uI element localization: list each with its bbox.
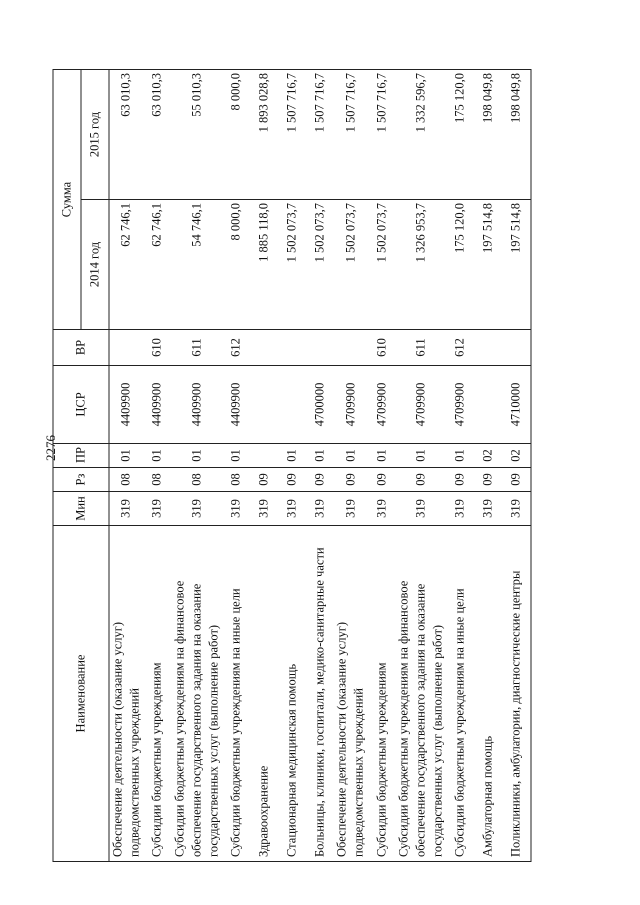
cell-rz: 09 bbox=[250, 468, 278, 492]
cell-min: 319 bbox=[502, 492, 531, 526]
cell-2015: 1 507 716,7 bbox=[368, 70, 396, 200]
cell-2014: 1 502 073,7 bbox=[306, 200, 334, 330]
table-row bbox=[143, 70, 171, 862]
table-body bbox=[109, 70, 531, 862]
cell-csr: 4409900 bbox=[109, 366, 143, 444]
cell-name: Обеспечение деятельности (оказание услуг) подведомственных учреждений bbox=[109, 526, 143, 862]
cell-rz: 09 bbox=[368, 468, 396, 492]
cell-min: 319 bbox=[474, 492, 502, 526]
cell-name: Субсидии бюджетным учреждениям на финансовое обеспечение государственного задания на оказание государственных услуг (выполнение работ) bbox=[171, 526, 222, 862]
cell-name: Субсидии бюджетным учреждениям на иные цели bbox=[222, 526, 250, 862]
cell-vr: 611 bbox=[171, 330, 222, 366]
budget-table bbox=[53, 69, 532, 862]
cell-csr: 4700000 bbox=[306, 366, 334, 444]
header-2014: 2014 год bbox=[81, 200, 109, 330]
cell-vr bbox=[306, 330, 334, 366]
page-number: 2276 bbox=[43, 435, 58, 461]
cell-vr: 612 bbox=[222, 330, 250, 366]
cell-2014: 175 120,0 bbox=[446, 200, 474, 330]
cell-2015: 1 893 028,8 bbox=[250, 70, 278, 200]
cell-min: 319 bbox=[446, 492, 474, 526]
cell-csr: 4709900 bbox=[446, 366, 474, 444]
cell-pr: 02 bbox=[502, 444, 531, 468]
cell-name: Здравоохранение bbox=[250, 526, 278, 862]
cell-csr: 4709900 bbox=[396, 366, 447, 444]
cell-rz: 09 bbox=[306, 468, 334, 492]
cell-pr: 01 bbox=[306, 444, 334, 468]
cell-pr bbox=[250, 444, 278, 468]
cell-csr: 4409900 bbox=[222, 366, 250, 444]
cell-name: Стационарная медицинская помощь bbox=[278, 526, 306, 862]
cell-name: Обеспечение деятельности (оказание услуг) подведомственных учреждений bbox=[334, 526, 368, 862]
header-pr: ПР bbox=[53, 444, 109, 468]
cell-rz: 09 bbox=[446, 468, 474, 492]
cell-pr: 01 bbox=[222, 444, 250, 468]
header-rz: Рз bbox=[53, 468, 109, 492]
cell-vr bbox=[334, 330, 368, 366]
table-row bbox=[474, 70, 502, 862]
cell-min: 319 bbox=[368, 492, 396, 526]
table-header bbox=[53, 70, 109, 862]
cell-2014: 1 502 073,7 bbox=[278, 200, 306, 330]
cell-2014: 197 514,8 bbox=[474, 200, 502, 330]
header-sum: Сумма bbox=[53, 70, 81, 330]
cell-2015: 63 010,3 bbox=[109, 70, 143, 200]
cell-rz: 08 bbox=[171, 468, 222, 492]
cell-min: 319 bbox=[334, 492, 368, 526]
cell-vr: 610 bbox=[143, 330, 171, 366]
cell-csr: 4709900 bbox=[334, 366, 368, 444]
cell-rz: 09 bbox=[334, 468, 368, 492]
cell-2014: 62 746,1 bbox=[143, 200, 171, 330]
cell-pr: 01 bbox=[171, 444, 222, 468]
cell-min: 319 bbox=[171, 492, 222, 526]
cell-2014: 1 885 118,0 bbox=[250, 200, 278, 330]
cell-vr bbox=[250, 330, 278, 366]
cell-min: 319 bbox=[250, 492, 278, 526]
table-row bbox=[368, 70, 396, 862]
cell-vr bbox=[109, 330, 143, 366]
cell-2014: 62 746,1 bbox=[109, 200, 143, 330]
table-row bbox=[446, 70, 474, 862]
cell-rz: 08 bbox=[143, 468, 171, 492]
cell-vr: 612 bbox=[446, 330, 474, 366]
cell-rz: 09 bbox=[396, 468, 447, 492]
cell-rz: 08 bbox=[222, 468, 250, 492]
cell-2014: 54 746,1 bbox=[171, 200, 222, 330]
cell-csr: 4409900 bbox=[171, 366, 222, 444]
cell-rz: 09 bbox=[502, 468, 531, 492]
cell-csr bbox=[250, 366, 278, 444]
cell-2015: 175 120,0 bbox=[446, 70, 474, 200]
cell-pr: 02 bbox=[474, 444, 502, 468]
cell-2015: 198 049,8 bbox=[474, 70, 502, 200]
table-row bbox=[278, 70, 306, 862]
header-name: Наименование bbox=[53, 526, 109, 862]
table-row bbox=[250, 70, 278, 862]
cell-csr: 4409900 bbox=[143, 366, 171, 444]
cell-name: Амбулаторная помощь bbox=[474, 526, 502, 862]
cell-min: 319 bbox=[143, 492, 171, 526]
cell-name: Субсидии бюджетным учреждениям bbox=[143, 526, 171, 862]
cell-2014: 1 502 073,7 bbox=[368, 200, 396, 330]
cell-2015: 1 507 716,7 bbox=[306, 70, 334, 200]
cell-pr: 01 bbox=[278, 444, 306, 468]
table-row bbox=[396, 70, 447, 862]
rotated-table-container bbox=[53, 70, 590, 862]
cell-2014: 8 000,0 bbox=[222, 200, 250, 330]
cell-name: Больницы, клиники, госпитали, медико-санитарные части bbox=[306, 526, 334, 862]
cell-csr bbox=[278, 366, 306, 444]
table-row bbox=[334, 70, 368, 862]
cell-vr: 610 bbox=[368, 330, 396, 366]
cell-2015: 1 507 716,7 bbox=[278, 70, 306, 200]
table-row bbox=[222, 70, 250, 862]
cell-2015: 55 010,3 bbox=[171, 70, 222, 200]
header-min: Мин bbox=[53, 492, 109, 526]
cell-2014: 197 514,8 bbox=[502, 200, 531, 330]
cell-vr bbox=[278, 330, 306, 366]
cell-2015: 198 049,8 bbox=[502, 70, 531, 200]
cell-vr bbox=[502, 330, 531, 366]
cell-pr: 01 bbox=[446, 444, 474, 468]
cell-rz: 09 bbox=[278, 468, 306, 492]
cell-2015: 1 332 596,7 bbox=[396, 70, 447, 200]
cell-min: 319 bbox=[109, 492, 143, 526]
cell-csr: 4710000 bbox=[502, 366, 531, 444]
cell-name: Субсидии бюджетным учреждениям на финансовое обеспечение государственного задания на оказание государственных услуг (выполнение работ) bbox=[396, 526, 447, 862]
cell-2015: 63 010,3 bbox=[143, 70, 171, 200]
cell-pr: 01 bbox=[368, 444, 396, 468]
cell-min: 319 bbox=[222, 492, 250, 526]
cell-vr bbox=[474, 330, 502, 366]
header-vr: ВР bbox=[53, 330, 109, 366]
cell-rz: 09 bbox=[474, 468, 502, 492]
table-row bbox=[306, 70, 334, 862]
cell-pr: 01 bbox=[143, 444, 171, 468]
cell-name: Субсидии бюджетным учреждениям на иные цели bbox=[446, 526, 474, 862]
table-row bbox=[109, 70, 143, 862]
cell-name: Субсидии бюджетным учреждениям bbox=[368, 526, 396, 862]
table-row bbox=[171, 70, 222, 862]
cell-csr: 4709900 bbox=[368, 366, 396, 444]
table-row bbox=[502, 70, 531, 862]
cell-pr: 01 bbox=[334, 444, 368, 468]
cell-rz: 08 bbox=[109, 468, 143, 492]
cell-csr bbox=[474, 366, 502, 444]
cell-vr: 611 bbox=[396, 330, 447, 366]
cell-2014: 1 502 073,7 bbox=[334, 200, 368, 330]
cell-min: 319 bbox=[278, 492, 306, 526]
cell-pr: 01 bbox=[109, 444, 143, 468]
header-csr: ЦСР bbox=[53, 366, 109, 444]
header-row bbox=[53, 70, 81, 862]
cell-name: Поликлиники, амбулатории, диагностические центры bbox=[502, 526, 531, 862]
cell-2015: 1 507 716,7 bbox=[334, 70, 368, 200]
cell-pr: 01 bbox=[396, 444, 447, 468]
cell-2014: 1 326 953,7 bbox=[396, 200, 447, 330]
header-2015: 2015 год bbox=[81, 70, 109, 200]
cell-min: 319 bbox=[396, 492, 447, 526]
cell-2015: 8 000,0 bbox=[222, 70, 250, 200]
cell-min: 319 bbox=[306, 492, 334, 526]
